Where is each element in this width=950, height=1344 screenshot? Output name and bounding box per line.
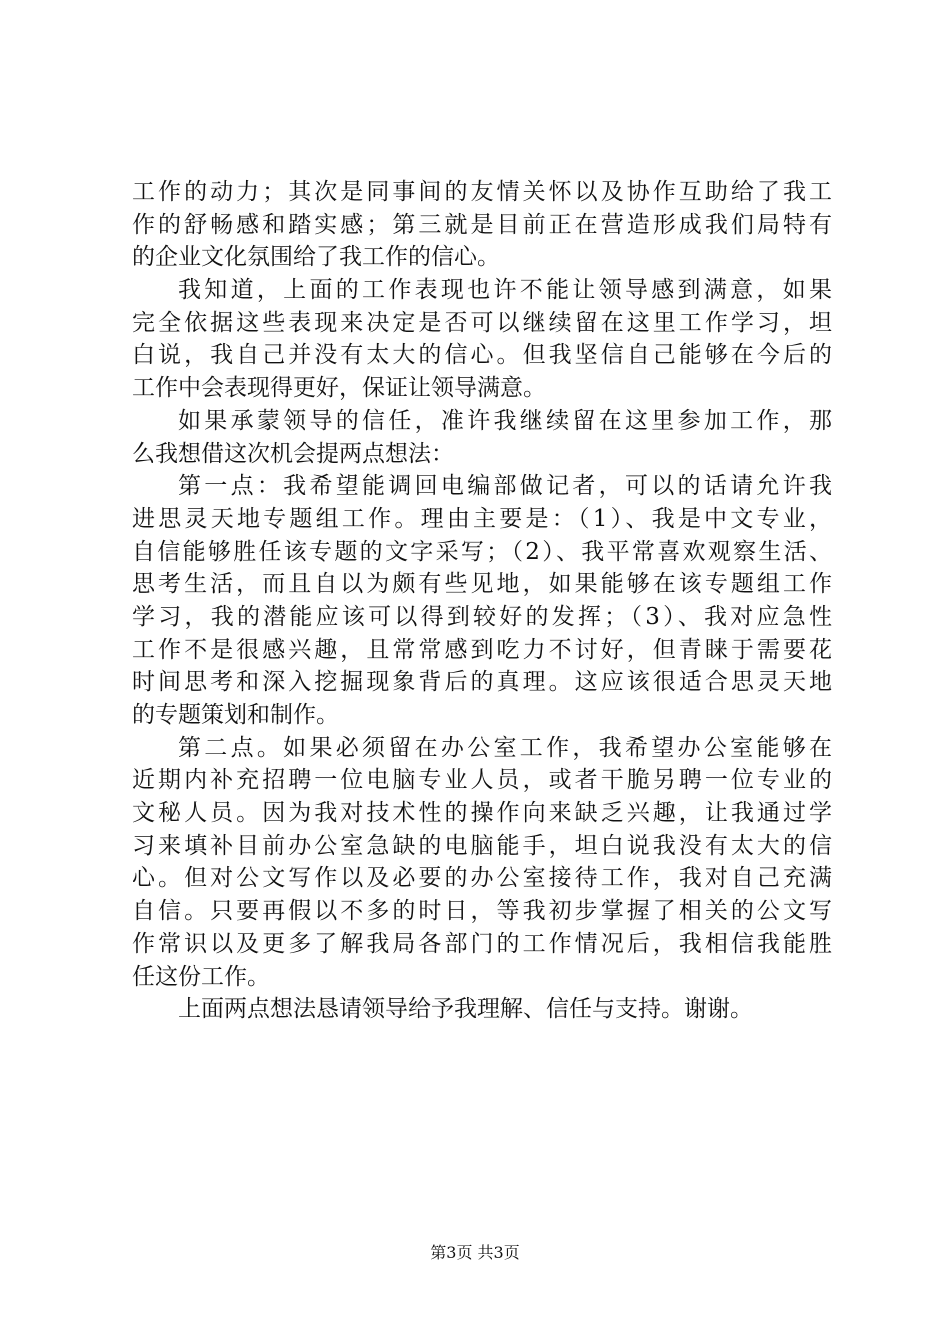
text-line: 进思灵天地专题组工作。理由主要是：（1）、我是中文专业， [132, 505, 832, 532]
text-line: 的专题策划和制作。 [132, 702, 339, 728]
text-line: 思考生活，而且自以为颇有些见地，如果能够在该专题组工作 [132, 571, 832, 598]
text-line: 的企业文化氛围给了我工作的信心。 [132, 244, 500, 271]
text-line: 么我想借这次机会提两点想法： [132, 440, 454, 467]
text-line: 时间思考和深入挖掘现象背后的真理。这应该很适合思灵天地 [132, 669, 832, 696]
text-line: 学习，我的潜能应该可以得到较好的发挥；（3）、我对应急性 [132, 603, 832, 630]
text-line: 自信能够胜任该专题的文字采写；（2）、我平常喜欢观察生活、 [132, 538, 832, 565]
text-line: 完全依据这些表现来决定是否可以继续留在这里工作学习，坦 [132, 309, 832, 336]
page-number-footer: 第3页 共3页 [430, 1243, 520, 1262]
paragraph-start-line: 上面两点想法恳请领导给予我理解、信任与支持。谢谢。 [178, 996, 753, 1023]
text-line: 文秘人员。因为我对技术性的操作向来缺乏兴趣，让我通过学 [132, 800, 832, 827]
text-line: 工作不是很感兴趣，且常常感到吃力不讨好，但青睐于需要花 [132, 636, 832, 663]
paragraph-start-line: 如果承蒙领导的信任，准许我继续留在这里参加工作，那 [178, 407, 832, 434]
text-line: 任这份工作。 [132, 963, 270, 990]
document-body [132, 176, 832, 1026]
paragraph-start-line: 我知道，上面的工作表现也许不能让领导感到满意，如果 [178, 277, 832, 304]
text-line: 作的舒畅感和踏实感；第三就是目前正在营造形成我们局特有 [132, 211, 832, 238]
paragraph-start-line: 第二点。如果必须留在办公室工作，我希望办公室能够在 [178, 734, 832, 761]
text-line: 工作中会表现得更好，保证让领导满意。 [132, 375, 546, 402]
text-line: 习来填补目前办公室急缺的电脑能手，坦白说我没有太大的信 [132, 832, 832, 859]
text-line: 心。但对公文写作以及必要的办公室接待工作，我对自己充满 [132, 865, 832, 892]
text-line: 白说，我自己并没有太大的信心。但我坚信自己能够在今后的 [132, 342, 832, 369]
text-line: 自信。只要再假以不多的时日，等我初步掌握了相关的公文写 [132, 898, 832, 925]
text-line: 近期内补充招聘一位电脑专业人员，或者干脆另聘一位专业的 [132, 767, 832, 794]
text-line: 作常识以及更多了解我局各部门的工作情况后，我相信我能胜 [132, 930, 832, 957]
paragraph-start-line: 第一点：我希望能调回电编部做记者，可以的话请允许我 [178, 473, 832, 500]
text-line: 工作的动力；其次是同事间的友情关怀以及协作互助给了我工 [132, 179, 832, 205]
